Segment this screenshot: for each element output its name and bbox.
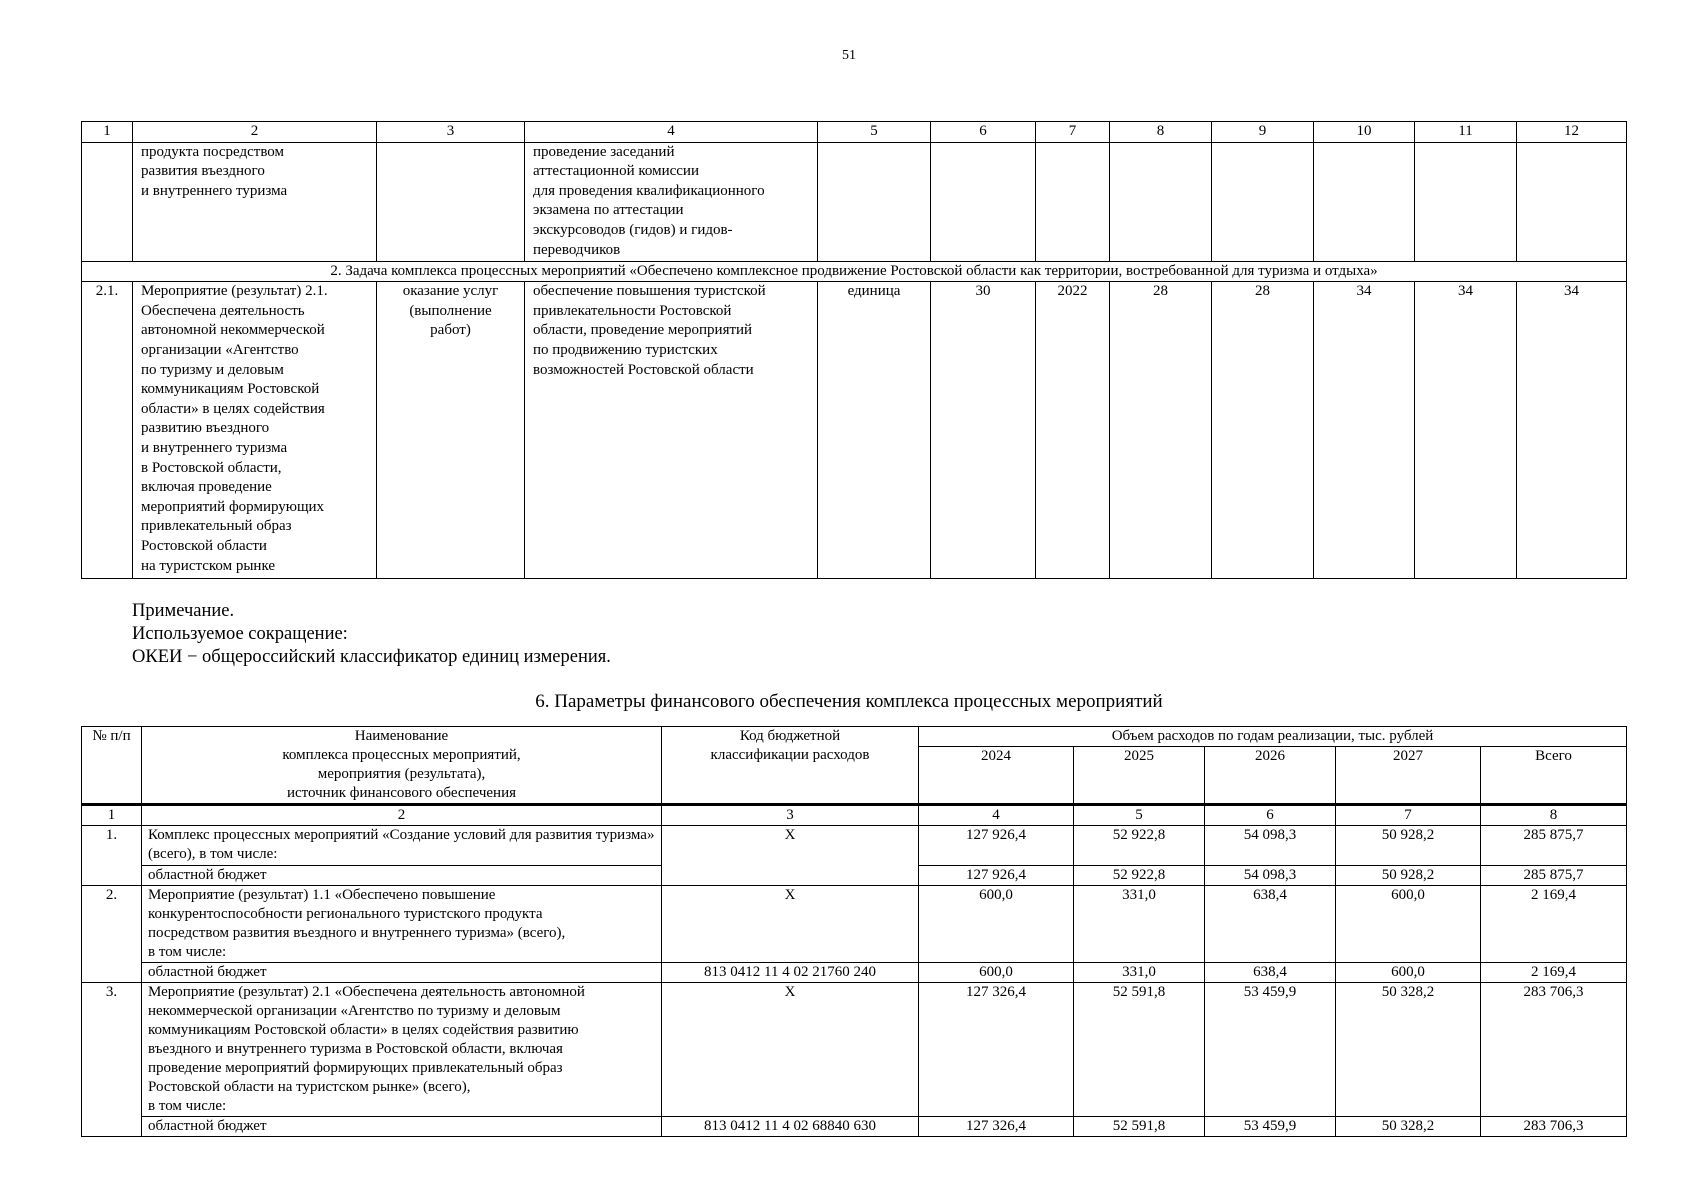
row-total: 2 169,4: [1481, 963, 1627, 983]
header-volume: Объем расходов по годам реализации, тыс. рублей: [919, 727, 1627, 747]
table-cell: 30: [931, 282, 1036, 579]
col-number: 12: [1517, 122, 1627, 143]
row-code: 813 0412 11 4 02 21760 240: [662, 963, 919, 983]
col-number: 11: [1415, 122, 1517, 143]
row-name: Комплекс процессных мероприятий «Создание условий для развития туризма» (всего), в том числе:: [142, 826, 662, 866]
row-value: 50 328,2: [1336, 1117, 1481, 1137]
indicators-table: [81, 121, 1627, 579]
row-value: 127 926,4: [919, 866, 1074, 886]
row-value: 54 098,3: [1205, 866, 1336, 886]
col-number: 2: [142, 805, 662, 826]
column-number-row: [82, 122, 1627, 143]
table-cell: проведение заседаний аттестационной комиссии для проведения квалификационного экзамена по аттестации экскурсоводов (гидов) и гидов- переводчиков: [525, 142, 818, 261]
row-name: Мероприятие (результат) 1.1 «Обеспечено повышение конкурентоспособности регионального туристского продукта посредством развития въездного и внутреннего туризма» (всего), в том числе:: [142, 886, 662, 963]
header-year: 2027: [1336, 747, 1481, 805]
table-cell: обеспечение повышения туристской привлекательности Ростовской области, проведение мероприятий по продвижению туристских возможностей Ростовской области: [525, 282, 818, 579]
col-number: 9: [1212, 122, 1314, 143]
row-value: 638,4: [1205, 886, 1336, 963]
row-code: X: [662, 983, 919, 1117]
col-number: 1: [82, 805, 142, 826]
col-number: 3: [377, 122, 525, 143]
row-total: 283 706,3: [1481, 1117, 1627, 1137]
col-number: 8: [1481, 805, 1627, 826]
note-abbreviation-label: Используемое сокращение:: [132, 624, 348, 644]
row-code: X: [662, 826, 919, 886]
row-code: 813 0412 11 4 02 68840 630: [662, 1117, 919, 1137]
header-num: № п/п: [82, 727, 142, 805]
note-title: Примечание.: [132, 601, 235, 621]
row-value: 53 459,9: [1205, 1117, 1336, 1137]
table-cell: оказание услуг (выполнение работ): [377, 282, 525, 579]
table-subrow: [82, 963, 1627, 983]
table-cell: продукта посредством развития въездного и внутреннего туризма: [133, 142, 377, 261]
table-cell: [1415, 142, 1517, 261]
row-value: 638,4: [1205, 963, 1336, 983]
table-cell: 34: [1517, 282, 1627, 579]
row-total: 283 706,3: [1481, 983, 1627, 1117]
section-heading: 2. Задача комплекса процессных мероприятий «Обеспечено комплексное продвижение Ростовской области как территории, востребованной для туризма и отдыха»: [82, 261, 1627, 282]
header-total: Всего: [1481, 747, 1627, 805]
col-number: 2: [133, 122, 377, 143]
table-row: [82, 282, 1627, 579]
table-row: [82, 142, 1627, 261]
header-year: 2025: [1074, 747, 1205, 805]
table-cell: 28: [1212, 282, 1314, 579]
header-name: Наименование комплекса процессных мероприятий, мероприятия (результата), источник финансового обеспечения: [142, 727, 662, 805]
row-value: 600,0: [1336, 963, 1481, 983]
row-value: 54 098,3: [1205, 826, 1336, 866]
row-value: 331,0: [1074, 963, 1205, 983]
row-num: 1.: [82, 826, 142, 886]
header-code: Код бюджетной классификации расходов: [662, 727, 919, 805]
table-cell: [1036, 142, 1110, 261]
table-cell: [1517, 142, 1627, 261]
section-title: 6. Параметры финансового обеспечения комплекса процессных мероприятий: [535, 691, 1163, 712]
row-value: 52 591,8: [1074, 983, 1205, 1117]
row-value: 127 326,4: [919, 1117, 1074, 1137]
col-number: 7: [1336, 805, 1481, 826]
row-value: 52 922,8: [1074, 866, 1205, 886]
row-total: 2 169,4: [1481, 886, 1627, 963]
section-row: [82, 261, 1627, 282]
row-value: 127 326,4: [919, 983, 1074, 1117]
row-code: X: [662, 886, 919, 963]
table-cell: [931, 142, 1036, 261]
row-total: 285 875,7: [1481, 866, 1627, 886]
row-value: 600,0: [919, 963, 1074, 983]
col-number: 4: [525, 122, 818, 143]
col-number: 6: [931, 122, 1036, 143]
table-cell: 2022: [1036, 282, 1110, 579]
table-cell: [1110, 142, 1212, 261]
row-value: 127 926,4: [919, 826, 1074, 866]
col-number: 6: [1205, 805, 1336, 826]
row-source: областной бюджет: [142, 1117, 662, 1137]
row-value: 53 459,9: [1205, 983, 1336, 1117]
row-total: 285 875,7: [1481, 826, 1627, 866]
row-num: 2.: [82, 886, 142, 983]
table-cell: [818, 142, 931, 261]
table-cell: [82, 142, 133, 261]
note-block: [132, 600, 611, 669]
col-number: 7: [1036, 122, 1110, 143]
row-value: 50 328,2: [1336, 983, 1481, 1117]
row-value: 600,0: [1336, 886, 1481, 963]
col-number: 3: [662, 805, 919, 826]
header-year: 2024: [919, 747, 1074, 805]
row-value: 50 928,2: [1336, 866, 1481, 886]
table-row: [82, 826, 1627, 866]
table-cell: [377, 142, 525, 261]
table-cell: единица: [818, 282, 931, 579]
row-value: 50 928,2: [1336, 826, 1481, 866]
row-source: областной бюджет: [142, 866, 662, 886]
col-number: 4: [919, 805, 1074, 826]
table-cell: [1314, 142, 1415, 261]
col-number: 8: [1110, 122, 1212, 143]
page-number: 51: [842, 48, 856, 63]
col-number: 10: [1314, 122, 1415, 143]
col-number: 5: [818, 122, 931, 143]
row-value: 331,0: [1074, 886, 1205, 963]
column-number-row: [82, 805, 1627, 826]
col-number: 5: [1074, 805, 1205, 826]
row-name: Мероприятие (результат) 2.1 «Обеспечена деятельность автономной некоммерческой организации «Агентство по туризму и деловым коммуникациям Ростовской области» в целях содействия развитию въездного и внутреннего туризма в Ростовской области, включая проведение мероприятий формирующих привлекательный образ Ростовской области на туристском рынке» (всего), в том числе:: [142, 983, 662, 1117]
row-num: 3.: [82, 983, 142, 1137]
table-cell: [1212, 142, 1314, 261]
row-value: 52 591,8: [1074, 1117, 1205, 1137]
table-cell: 28: [1110, 282, 1212, 579]
table-cell: 2.1.: [82, 282, 133, 579]
table-cell: Мероприятие (результат) 2.1. Обеспечена деятельность автономной некоммерческой организации «Агентство по туризму и деловым коммуникациям Ростовской области» в целях содействия развитию въездного и внутреннего туризма в Ростовской области, включая проведение мероприятий формирующих привлекательный образ Ростовской области на туристском рынке: [133, 282, 377, 579]
row-value: 600,0: [919, 886, 1074, 963]
table-cell: 34: [1415, 282, 1517, 579]
table-cell: 34: [1314, 282, 1415, 579]
header-year: 2026: [1205, 747, 1336, 805]
table-row: [82, 886, 1627, 963]
row-value: 52 922,8: [1074, 826, 1205, 866]
col-number: 1: [82, 122, 133, 143]
financing-table: [81, 726, 1627, 1137]
row-source: областной бюджет: [142, 963, 662, 983]
table-row: [82, 983, 1627, 1117]
note-abbreviation: ОКЕИ − общероссийский классификатор единиц измерения.: [132, 647, 611, 667]
table-subrow: [82, 1117, 1627, 1137]
header-row: [82, 727, 1627, 747]
